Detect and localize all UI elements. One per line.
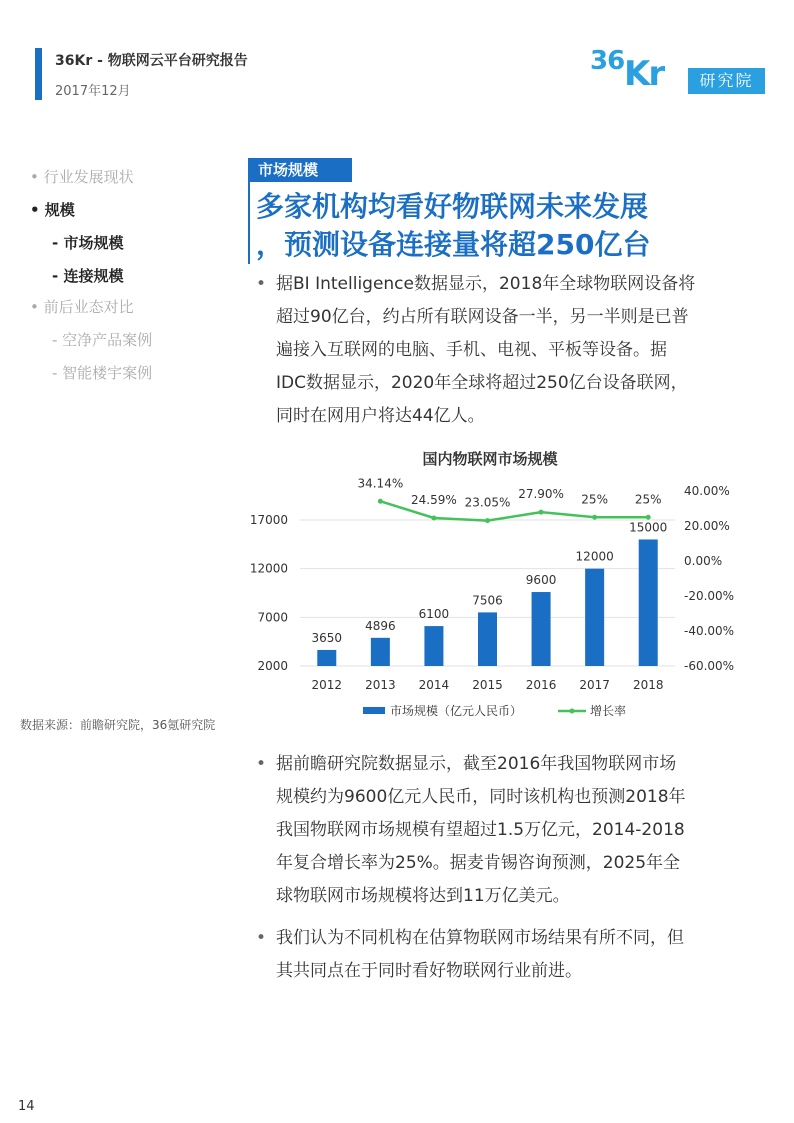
bar xyxy=(585,569,604,666)
growth-point xyxy=(539,510,544,515)
growth-value-label: 34.14% xyxy=(357,476,404,491)
text-line: 我国物联网市场规模有望超过1.5万亿元，2014-2018 xyxy=(276,820,685,840)
x-tick-label: 2013 xyxy=(365,678,396,692)
legend-bar-swatch xyxy=(363,707,385,714)
x-tick-label: 2012 xyxy=(311,678,343,692)
x-tick-label: 2018 xyxy=(632,678,664,692)
growth-value-label: 25% xyxy=(581,492,608,507)
bar xyxy=(639,539,658,666)
y-left-tick-label: 12000 xyxy=(249,561,288,576)
growth-value-label: 23.05% xyxy=(464,495,511,510)
legend-bar-label: 市场规模（亿元人民币） xyxy=(390,704,523,718)
36kr-logo xyxy=(590,46,770,98)
y-right-tick-label: -60.00% xyxy=(684,659,735,673)
bullet: • xyxy=(256,754,267,774)
paragraph-domestic-market xyxy=(256,748,736,913)
title-line: ，预测设备连接量将超250亿台 xyxy=(256,228,651,261)
growth-point xyxy=(378,499,383,504)
growth-value-label: 27.90% xyxy=(518,487,564,502)
growth-point xyxy=(646,515,651,520)
growth-value-label: 24.59% xyxy=(411,492,457,507)
legend-line-marker xyxy=(570,709,575,714)
text-line: 规模约为9600亿元人民币，同时该机构也预测2018年 xyxy=(276,787,686,807)
text-line: 球物联网市场规模将达到11万亿美元。 xyxy=(276,886,570,906)
y-right-tick-label: 40.00% xyxy=(684,484,730,498)
text-line: 据前瞻研究院数据显示，截至2016年我国物联网市场 xyxy=(276,754,677,774)
growth-point xyxy=(485,518,490,523)
bar-value-label: 12000 xyxy=(575,549,614,564)
text-line: 同时在网用户将达44亿人。 xyxy=(276,406,485,426)
title-line: 多家机构均看好物联网未来发展 xyxy=(256,190,649,223)
nav-item-market-scale[interactable]: - 市场规模 xyxy=(52,234,124,252)
nav-item-smart-building-case[interactable]: - 智能楼宇案例 xyxy=(52,364,153,382)
nav-item-comparison[interactable]: • 前后业态对比 xyxy=(30,298,134,316)
bar-value-label: 15000 xyxy=(629,520,668,535)
bar xyxy=(317,650,336,666)
page-number: 14 xyxy=(18,1099,35,1114)
nav-item-industry-status[interactable]: • 行业发展现状 xyxy=(30,168,134,186)
text-line: 我们认为不同机构在估算物联网市场结果有所不同，但 xyxy=(276,928,684,948)
x-tick-label: 2014 xyxy=(418,678,450,692)
bar xyxy=(424,626,443,666)
x-tick-label: 2015 xyxy=(472,678,503,692)
bar-value-label: 9600 xyxy=(525,573,557,588)
y-left-tick-label: 17000 xyxy=(249,513,288,527)
y-right-tick-label: 0.00% xyxy=(684,554,723,568)
logo-36-text: 36 xyxy=(590,46,625,76)
nav-item-air-purifier-case[interactable]: - 空净产品案例 xyxy=(52,331,153,349)
y-left-tick-label: 2000 xyxy=(257,659,288,673)
text-line: 年复合增长率为25%。据麦肯锡咨询预测，2025年全 xyxy=(276,853,681,873)
y-left-tick-label: 7000 xyxy=(257,610,288,625)
paragraph-conclusion xyxy=(256,922,736,988)
section-tag: 市场规模 xyxy=(248,158,352,182)
bar-value-label: 4896 xyxy=(365,618,396,633)
bar-value-label: 6100 xyxy=(418,607,450,622)
report-title: 36Kr - 物联网云平台研究报告 xyxy=(55,53,248,69)
bar xyxy=(371,638,390,666)
y-right-tick-label: -20.00% xyxy=(684,589,735,603)
bar xyxy=(478,612,497,666)
bullet: • xyxy=(256,928,267,948)
nav-item-connection-scale[interactable]: - 连接规模 xyxy=(52,267,124,285)
header-accent-bar xyxy=(35,48,42,100)
bar-value-label: 7506 xyxy=(472,593,503,608)
market-scale-chart xyxy=(240,440,740,725)
logo-kr-text: Kr xyxy=(624,54,664,94)
y-right-tick-label: -40.00% xyxy=(684,624,735,638)
text-line: 遍接入互联网的电脑、手机、电视、平板等设备。据 xyxy=(276,340,667,360)
nav-item-scale[interactable]: • 规模 xyxy=(30,201,75,219)
chart-title: 国内物联网市场规模 xyxy=(422,450,558,468)
bullet: • xyxy=(256,274,267,294)
bar-value-label: 3650 xyxy=(311,630,343,645)
text-line: IDC数据显示，2020年全球将超过250亿台设备联网， xyxy=(276,373,688,393)
title-accent-bar xyxy=(248,182,250,264)
growth-point xyxy=(592,515,597,520)
paragraph-global-iot xyxy=(256,268,736,433)
growth-point xyxy=(431,515,436,520)
x-tick-label: 2017 xyxy=(579,678,610,692)
report-date: 2017年12月 xyxy=(55,84,131,99)
x-tick-label: 2016 xyxy=(525,678,557,692)
data-source: 数据来源：前瞻研究院，36氪研究院 xyxy=(20,718,216,732)
legend-line-label: 增长率 xyxy=(590,704,627,718)
text-line: 据BI Intelligence数据显示，2018年全球物联网设备将 xyxy=(276,274,696,294)
bar xyxy=(532,592,551,666)
growth-value-label: 25% xyxy=(634,492,662,507)
y-right-tick-label: 20.00% xyxy=(684,519,730,533)
text-line: 其共同点在于同时看好物联网行业前进。 xyxy=(276,961,582,981)
logo-institute-box: 研究院 xyxy=(688,68,765,94)
text-line: 超过90亿台，约占所有联网设备一半，另一半则是已普 xyxy=(276,307,689,327)
slide-title xyxy=(256,188,726,264)
